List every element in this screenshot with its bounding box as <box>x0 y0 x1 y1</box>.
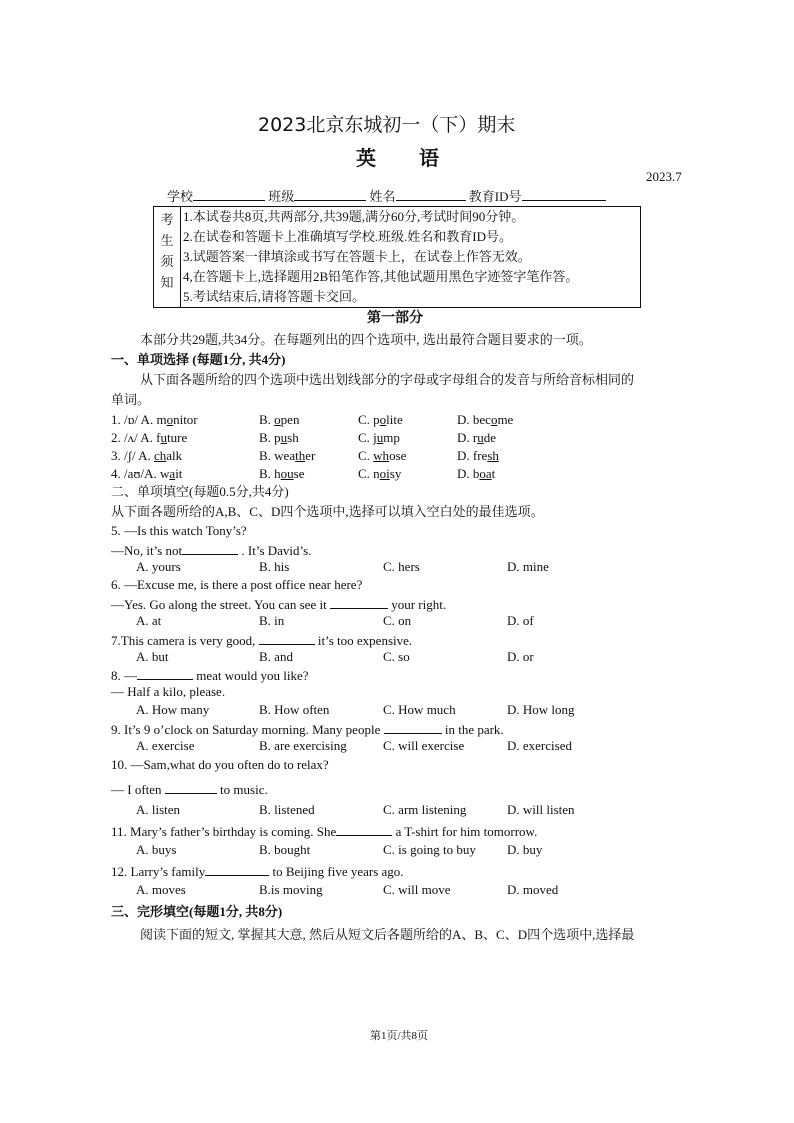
school-field[interactable] <box>193 186 265 201</box>
option-c[interactable]: C. jump <box>358 430 400 445</box>
option-b[interactable]: B. house <box>259 466 305 481</box>
option-a[interactable]: A. How many <box>136 702 210 717</box>
section3-heading: 三、完形填空(每题1分, 共8分) <box>111 904 283 919</box>
option-d[interactable]: D. of <box>507 613 534 628</box>
option-b[interactable]: B. and <box>259 649 293 664</box>
notice-label-char: 知 <box>160 275 174 290</box>
option-b[interactable]: B. open <box>259 412 300 427</box>
answer-blank[interactable] <box>205 861 269 876</box>
question-stem: 12. Larry’s family to Beijing five years ago. <box>111 861 404 881</box>
school-label: 学校 <box>167 189 194 204</box>
option-a[interactable]: A. at <box>136 613 162 628</box>
question-stem: 6. —Excuse me, is there a post office near here? <box>111 577 363 592</box>
option-b[interactable]: B. his <box>259 559 290 574</box>
question-stem: —Yes. Go along the street. You can see it your right. <box>111 594 446 614</box>
exam-date: 2023.7 <box>646 169 682 184</box>
notice-line: 3.试题答案一律填涂或书写在答题卡上，在试卷上作答无效。 <box>183 249 531 264</box>
answer-blank[interactable] <box>384 719 442 734</box>
option-c[interactable]: C. hers <box>383 559 420 574</box>
notice-label-char: 生 <box>160 233 174 248</box>
option-b[interactable]: B. How often <box>259 702 330 717</box>
option-c[interactable]: C. is going to buy <box>383 842 476 857</box>
part1-title: 第一部分 <box>367 311 423 326</box>
option-d[interactable]: D. moved <box>507 882 559 897</box>
option-a[interactable]: A. yours <box>136 559 181 574</box>
notice-line: 2.在试卷和答题卡上准确填写学校.班级.姓名和教育ID号。 <box>183 229 512 244</box>
section2-instruction: 从下面各题所给的A,B、C、D四个选项中,选择可以填入空白处的最佳选项。 <box>111 504 544 519</box>
section2-heading: 二、单项填空(每题0.5分,共4分) <box>111 484 289 499</box>
option-d[interactable]: D. or <box>507 649 534 664</box>
notice-label-char: 考 <box>160 212 174 227</box>
option-c[interactable]: C. so <box>383 649 410 664</box>
option-b[interactable]: B.is moving <box>259 882 323 897</box>
option-d[interactable]: D. fresh <box>457 448 499 463</box>
answer-blank[interactable] <box>330 594 388 609</box>
section1-instruction: 从下面各题所给的四个选项中选出划线部分的字母或字母组合的发音与所给音标相同的 <box>140 372 635 387</box>
option-a[interactable]: A. listen <box>136 802 181 817</box>
answer-blank[interactable] <box>336 821 392 836</box>
exam-notice-box <box>153 206 641 308</box>
option-b[interactable]: B. bought <box>259 842 311 857</box>
edu-id-field[interactable] <box>522 186 606 201</box>
option-a[interactable]: A. but <box>136 649 169 664</box>
option-d[interactable]: D. How long <box>507 702 575 717</box>
exam-title: 2023北京东城初一（下）期末 <box>258 114 516 136</box>
option-d[interactable]: D. become <box>457 412 514 427</box>
question-stem: 10. —Sam,what do you often do to relax? <box>111 757 329 772</box>
section3-instruction: 阅读下面的短文, 掌握其大意, 然后从短文后各题所给的A、B、C、D四个选项中,选择最 <box>140 927 635 942</box>
option-c[interactable]: C. How much <box>383 702 456 717</box>
option-d[interactable]: D. rude <box>457 430 496 445</box>
option-a[interactable]: A. exercise <box>136 738 195 753</box>
question-stem: 5. —Is this watch Tony’s? <box>111 523 247 538</box>
option-d[interactable]: D. buy <box>507 842 543 857</box>
question-stem: 4. /aʊ/A. wait <box>111 466 183 481</box>
question-stem: 3. /ʃ/ A. chalk <box>111 448 183 463</box>
option-b[interactable]: B. listened <box>259 802 315 817</box>
question-stem: 7.This camera is very good, it’s too expensive. <box>111 630 412 650</box>
question-stem: 11. Mary’s father’s birthday is coming. She a T-shirt for him tomorrow. <box>111 821 537 841</box>
notice-line: 1.本试卷共8页,共两部分,共39题,满分60分,考试时间90分钟。 <box>183 209 525 224</box>
question-stem: 9. It’s 9 o’clock on Saturday morning. Many people in the park. <box>111 719 504 739</box>
notice-label-char: 须 <box>160 254 174 269</box>
student-info-row <box>167 186 606 206</box>
subject-title: 英 语 <box>356 146 440 170</box>
option-c[interactable]: C. polite <box>358 412 403 427</box>
option-b[interactable]: B. in <box>259 613 285 628</box>
option-c[interactable]: C. arm listening <box>383 802 467 817</box>
notice-content <box>181 207 641 308</box>
question-stem: —No, it’s not . It’s David’s. <box>111 540 311 560</box>
question-stem: — Half a kilo, please. <box>111 684 226 699</box>
option-b[interactable]: B. are exercising <box>259 738 347 753</box>
notice-line: 5.考试结束后,请将答题卡交回。 <box>183 289 366 304</box>
question-stem: 2. /ʌ/ A. future <box>111 430 188 445</box>
option-c[interactable]: C. on <box>383 613 412 628</box>
option-c[interactable]: C. noisy <box>358 466 402 481</box>
option-d[interactable]: D. exercised <box>507 738 572 753</box>
name-field[interactable] <box>396 186 466 201</box>
question-stem: — I often to music. <box>111 779 268 799</box>
edu-id-label: 教育ID号 <box>468 189 522 204</box>
notice-label <box>154 207 181 308</box>
section1-instruction-cont: 单词。 <box>111 392 151 407</box>
page-number: 第1页/共8页 <box>370 1030 429 1042</box>
question-stem: 8. — meat would you like? <box>111 665 309 685</box>
option-d[interactable]: D. mine <box>507 559 549 574</box>
option-b[interactable]: B. push <box>259 430 299 445</box>
option-c[interactable]: C. will exercise <box>383 738 465 753</box>
name-label: 姓名 <box>369 189 396 204</box>
class-label: 班级 <box>268 189 295 204</box>
answer-blank[interactable] <box>137 665 193 680</box>
option-b[interactable]: B. weather <box>259 448 316 463</box>
option-a[interactable]: A. buys <box>136 842 177 857</box>
option-c[interactable]: C. whose <box>358 448 407 463</box>
question-stem: 1. /ɒ/ A. monitor <box>111 412 198 427</box>
section1-heading: 一、单项选择 (每题1分, 共4分) <box>111 352 286 367</box>
option-d[interactable]: D. boat <box>457 466 496 481</box>
part1-intro: 本部分共29题,共34分。在每题列出的四个选项中, 选出最符合题目要求的一项。 <box>140 332 592 347</box>
option-d[interactable]: D. will listen <box>507 802 575 817</box>
answer-blank[interactable] <box>165 779 217 794</box>
notice-line: 4,在答题卡上,选择题用2B铅笔作答,其他试题用黑色字迹签字笔作答。 <box>183 269 579 284</box>
option-a[interactable]: A. moves <box>136 882 186 897</box>
option-c[interactable]: C. will move <box>383 882 451 897</box>
answer-blank[interactable] <box>259 630 315 645</box>
class-field[interactable] <box>294 186 366 201</box>
answer-blank[interactable] <box>182 540 238 555</box>
